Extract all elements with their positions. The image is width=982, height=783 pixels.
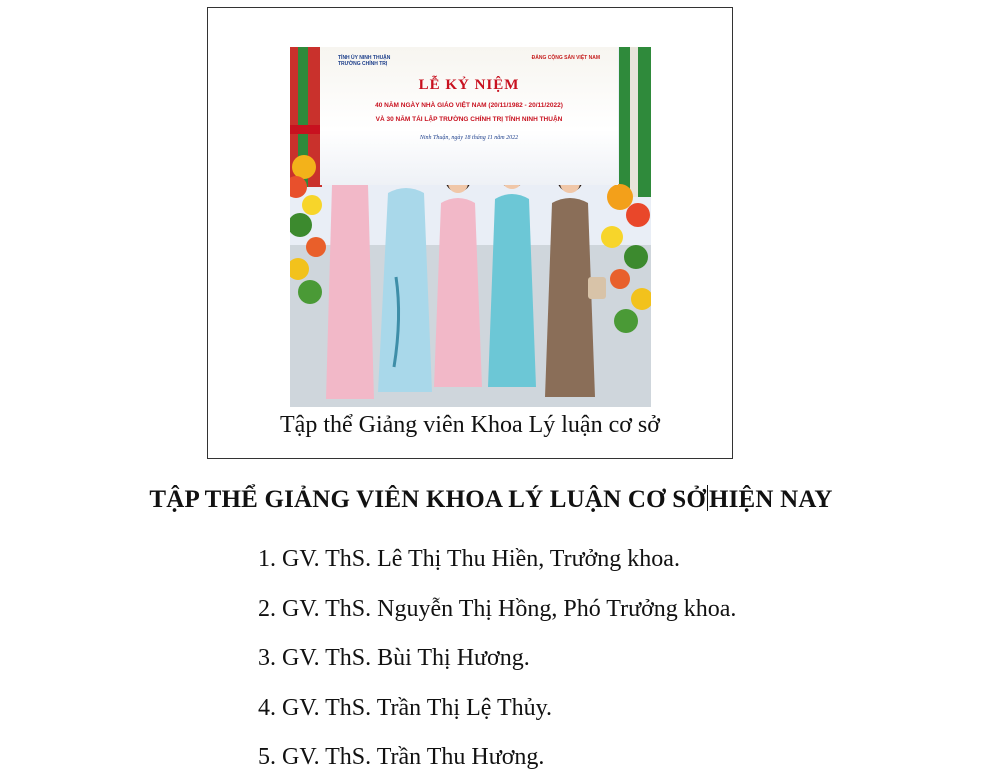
banner-line-1: 40 NĂM NGÀY NHÀ GIÁO VIỆT NAM (20/11/1982 - 20/11/2022) [375,102,563,109]
list-item: 1. GV. ThS. Lê Thị Thu Hiền, Trưởng khoa. [258,546,680,572]
banner-org-right: ĐẢNG CỘNG SẢN VIỆT NAM [531,55,600,61]
list-item: 4. GV. ThS. Trần Thị Lệ Thủy. [258,694,553,721]
photo-frame [207,7,733,459]
banner-line-2: VÀ 30 NĂM TÁI LẬP TRƯỜNG CHÍNH TRỊ TỈNH NINH THUẬN [375,116,563,123]
list-item: 5. GV. ThS. Trần Thu Hương. [258,744,545,770]
banner-org-left: TỈNH ỦY NINH THUẬN TRƯỜNG CHÍNH TRỊ [338,55,391,67]
group-photo [290,47,651,407]
list-item: 3. GV. ThS. Bùi Thị Hương. [258,645,530,671]
person-4 [488,162,536,387]
heading-text-part-1: TẬP THỂ GIẢNG VIÊN KHOA LÝ LUẬN CƠ SỞ [149,486,706,513]
heading-text-part-2: HIỆN NAY [708,486,833,513]
event-banner [320,47,618,185]
member-list [258,535,736,783]
section-heading [0,485,982,514]
text-cursor [707,485,708,511]
banner-date: Ninh Thuận, ngày 18 tháng 11 năm 2022 [419,135,519,141]
list-item: 2. GV. ThS. Nguyễn Thị Hồng, Phó Trưởng khoa. [258,595,737,622]
person-3 [434,166,482,387]
person-5 [545,166,606,397]
banner-title: LỄ KỶ NIỆM [418,77,520,93]
flower-stand-right [601,184,651,333]
person-2 [378,156,432,392]
photo-caption: Tập thể Giảng viên Khoa Lý luận cơ sở [280,412,660,438]
